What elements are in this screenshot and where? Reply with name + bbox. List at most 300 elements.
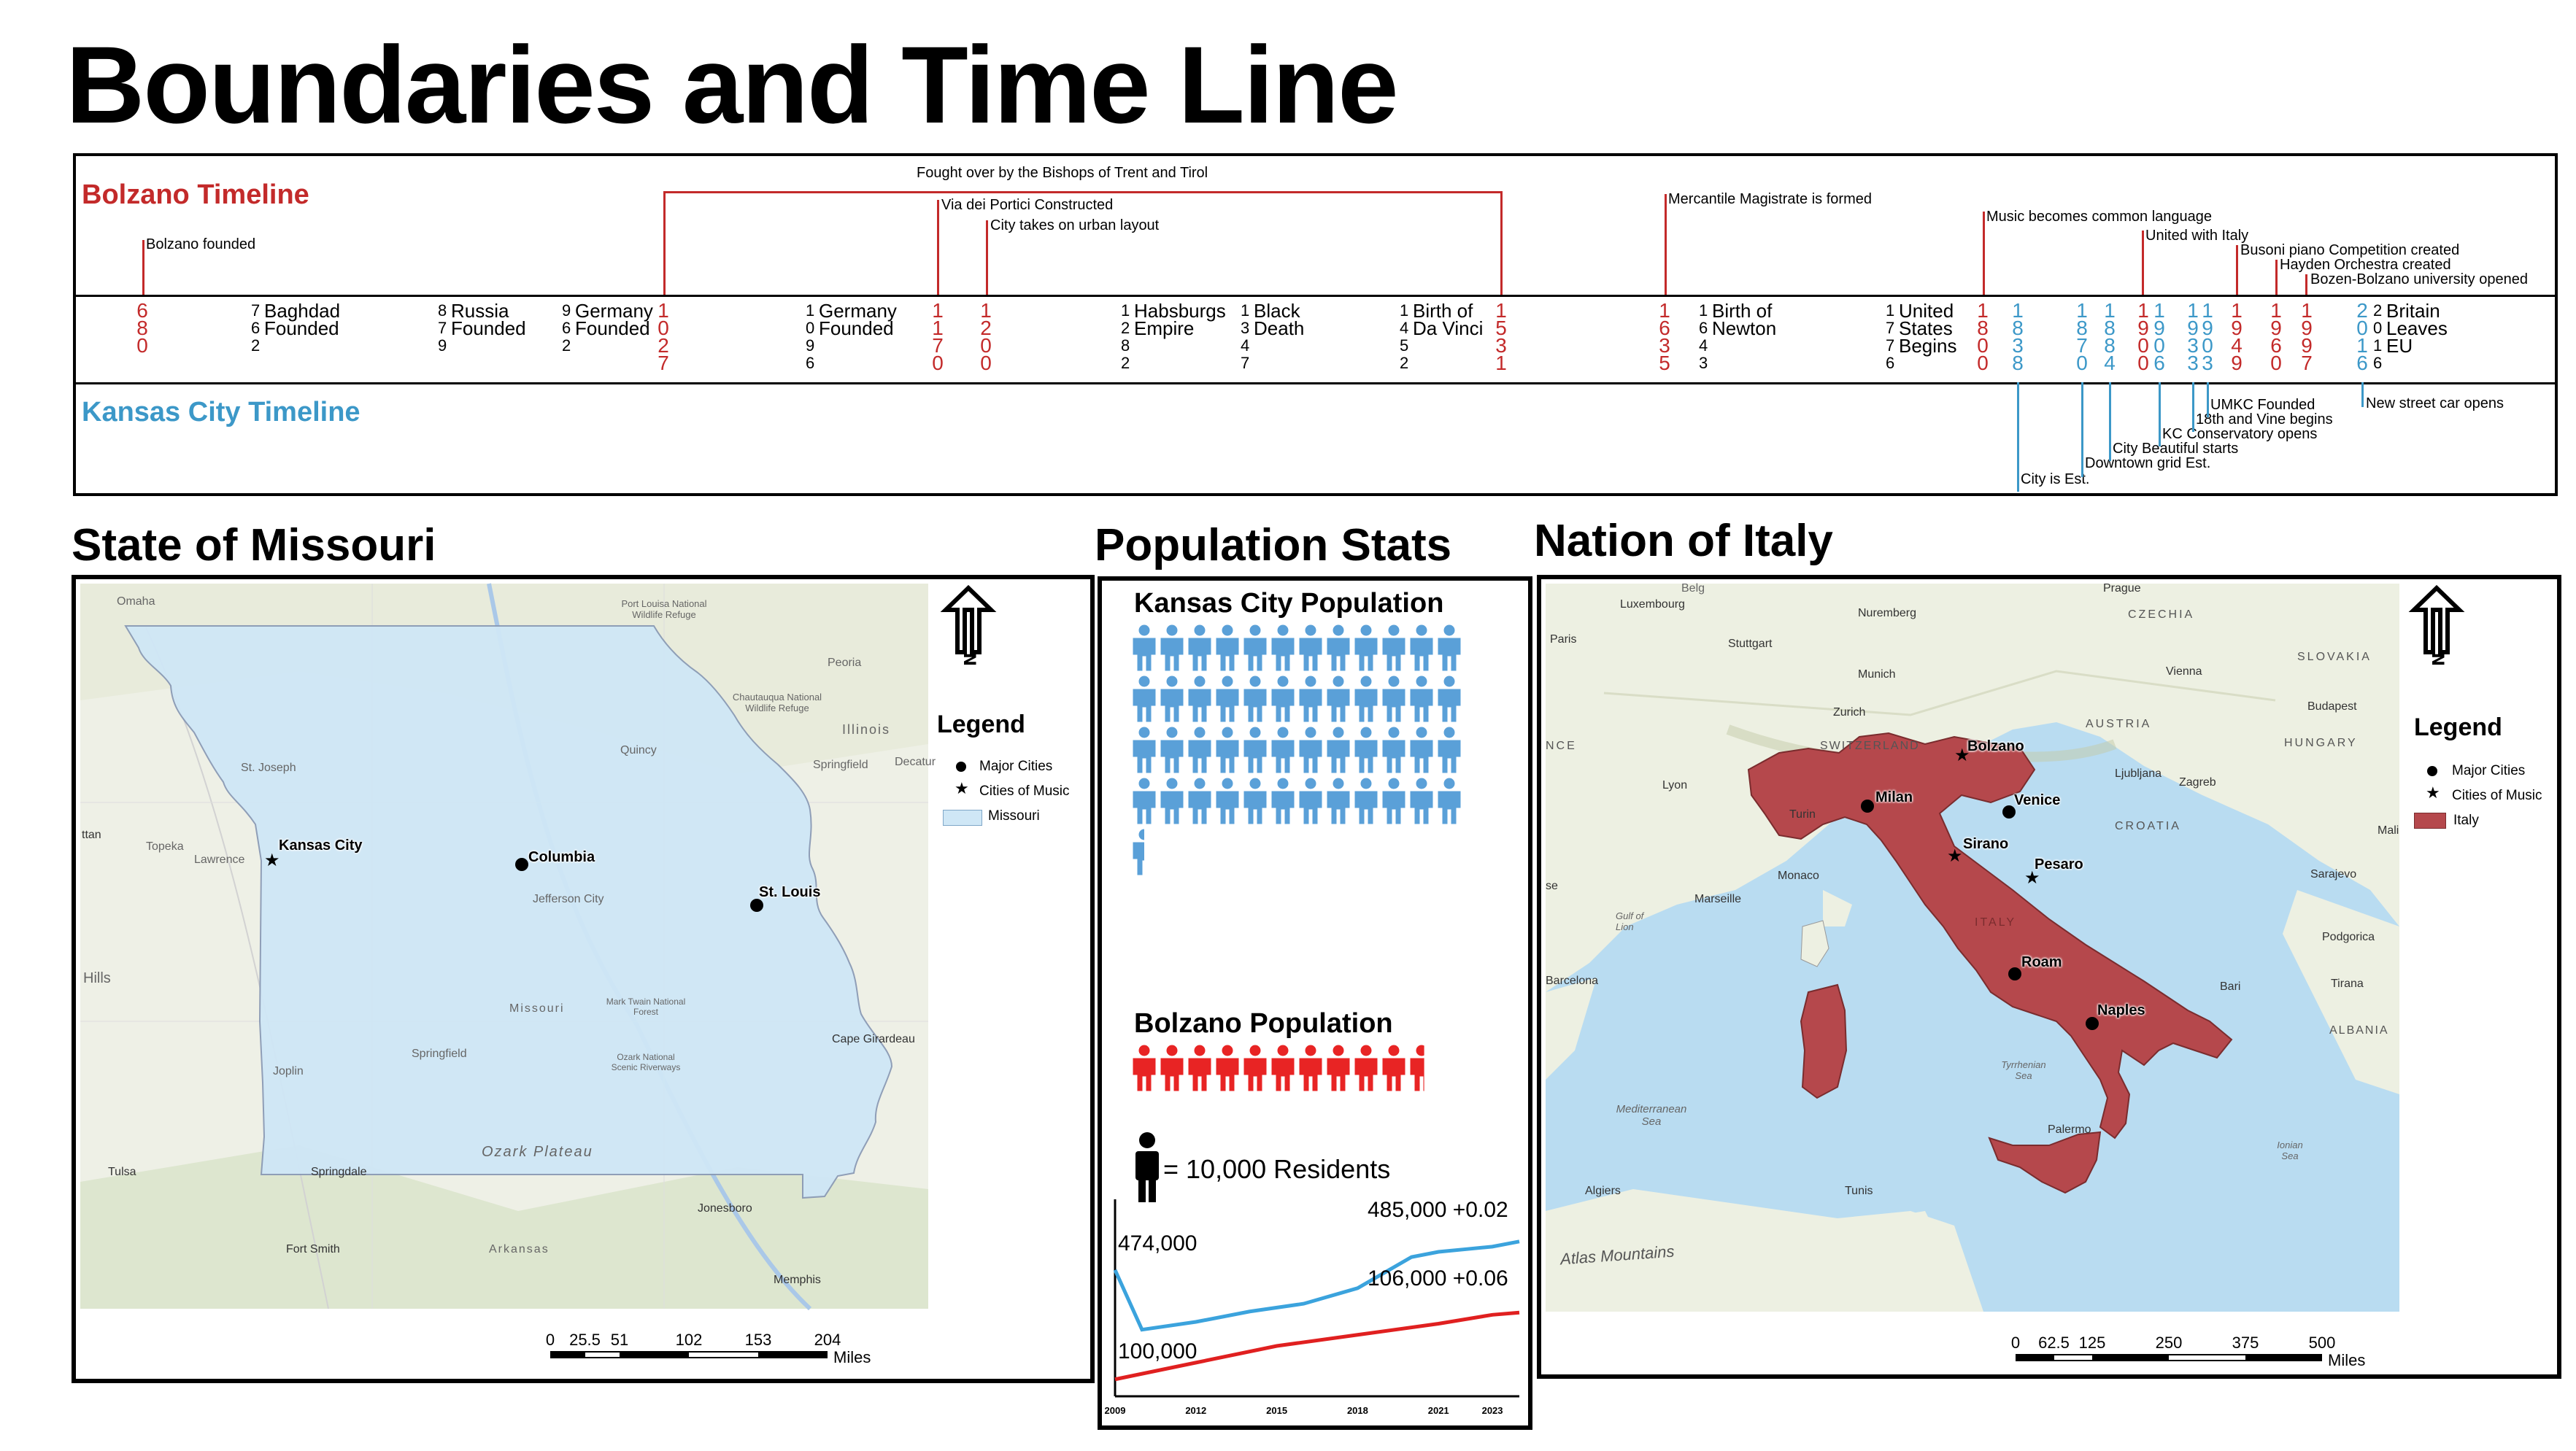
world-event-year: 1 7 7 6	[1886, 301, 1895, 372]
scale-bar-segment	[620, 1351, 689, 1358]
bolzano-event-tick	[2236, 245, 2238, 295]
bolzano-event-label: United with Italy	[2145, 228, 2249, 244]
person-icon	[1131, 727, 1157, 773]
world-event	[1241, 302, 1304, 372]
person-icon	[1131, 624, 1157, 671]
bolzano-year: 1 9 9 7	[2301, 299, 2313, 374]
map-label: Springfield	[412, 1048, 467, 1060]
map-label: Ozark National Scenic Riverways	[611, 1052, 681, 1072]
person-icon	[1159, 778, 1185, 824]
italy-map-frame	[1537, 575, 2561, 1379]
person-icon	[1325, 778, 1351, 824]
city-label-roam[interactable]: Roam	[2021, 954, 2062, 970]
person-key-icon	[1133, 1132, 1162, 1202]
world-event-text: Birth of Da Vinci	[1413, 300, 1484, 339]
timeline-axis-bottom	[76, 382, 2555, 384]
person-icon	[1187, 624, 1213, 671]
person-icon	[1242, 1045, 1268, 1091]
legend-major-cities: Major Cities	[979, 759, 1053, 774]
svg-text:N: N	[2428, 652, 2446, 667]
bolzano-event-label: Bolzano founded	[146, 236, 256, 252]
city-label-milan[interactable]: Milan	[1875, 789, 1913, 805]
map-label: Zurich	[1833, 706, 1866, 719]
kc-timeline-heading: Kansas City Timeline	[82, 397, 360, 427]
kc-year: 1 8 7 0	[2076, 299, 2088, 374]
map-label: Paris	[1550, 633, 1577, 646]
kc-event-label: City is Est.	[2021, 471, 2090, 487]
bolzano-year: 1 6 3 5	[1659, 299, 1670, 374]
map-label: Palermo	[2048, 1123, 2091, 1136]
map-label: Lyon	[1662, 779, 1688, 792]
north-arrow-icon	[2411, 585, 2462, 665]
population-heading: Population Stats	[1095, 520, 1452, 570]
person-icon	[1325, 1045, 1351, 1091]
scale-bar	[2010, 1334, 2373, 1369]
bolzano-start-label: 100,000	[1118, 1339, 1198, 1363]
bolzano-event-tick	[2142, 231, 2144, 295]
map-label: Atlas Mountains	[1559, 1242, 1675, 1269]
scale-bar-segment	[550, 1351, 585, 1358]
world-event	[438, 302, 526, 355]
sardinia-shape	[1801, 985, 1846, 1098]
kc-event-tick	[2017, 382, 2019, 492]
map-label: Gulf of Lion	[1616, 910, 1644, 932]
legend-major-cities: Major Cities	[2452, 763, 2526, 778]
person-icon	[1325, 624, 1351, 671]
scale-bar-segment	[2092, 1354, 2169, 1361]
map-label: Ljubljana	[2115, 767, 2162, 780]
person-icon	[1270, 1045, 1296, 1091]
person-icon	[1131, 1045, 1157, 1091]
world-event-year: 1 0 9 6	[806, 301, 815, 372]
map-label: Belg	[1681, 582, 1705, 595]
map-label: Nuremberg	[1858, 607, 1917, 619]
world-event-text: Black Death	[1254, 300, 1305, 339]
world-event	[1886, 302, 1957, 372]
scale-tick-label: 0	[545, 1331, 555, 1349]
legend-star-icon: ★	[955, 779, 969, 797]
map-label: SWITZERLAND	[1820, 740, 1920, 752]
map-label: Lawrence	[194, 854, 245, 866]
world-event	[1400, 302, 1483, 372]
world-event-text: Germany Founded	[575, 300, 653, 339]
person-icon	[1381, 624, 1407, 671]
kc-event-tick	[2207, 382, 2209, 417]
map-label: Tunis	[1845, 1185, 1873, 1197]
kc-event-label: City Beautiful starts	[2113, 441, 2239, 457]
bolzano-event-tick	[2275, 260, 2278, 295]
world-event	[1699, 302, 1776, 372]
kc-event-label: 18th and Vine begins	[2196, 411, 2333, 427]
map-label: Omaha	[117, 595, 155, 608]
map-label: Barcelona	[1546, 975, 1599, 987]
bolzano-year: 1 0 2 7	[658, 299, 669, 374]
scale-tick-label: 25.5	[569, 1331, 601, 1349]
person-icon	[1325, 727, 1351, 773]
map-label: Tyrrhenian Sea	[2001, 1059, 2046, 1081]
x-tick-label: 2015	[1266, 1405, 1288, 1416]
timeline-axis-top	[76, 295, 2555, 297]
map-label: Decatur	[895, 756, 936, 768]
person-icon	[1270, 778, 1296, 824]
bolzano-population-icons	[1131, 1045, 1525, 1103]
scale-tick-label: 0	[2010, 1334, 2021, 1352]
scale-tick-label: 62.5	[2038, 1334, 2070, 1352]
person-icon	[1159, 727, 1185, 773]
legend-music-cities: Cities of Music	[979, 783, 1070, 799]
map-label: Stuttgart	[1728, 638, 1773, 650]
page-title: Boundaries and Time Line	[66, 23, 1397, 146]
music-city-star-icon[interactable]: ★	[1947, 846, 1963, 866]
bolzano-event-tick	[2305, 274, 2307, 295]
person-icon	[1408, 624, 1435, 671]
person-icon	[1214, 676, 1241, 722]
timeline-panel	[73, 153, 2558, 496]
music-city-star-icon[interactable]: ★	[1954, 746, 1970, 765]
map-label: Munich	[1858, 668, 1896, 681]
city-label-sirano[interactable]: Sirano	[1963, 836, 2009, 852]
map-label: ITALY	[1975, 916, 2017, 929]
person-icon	[1297, 624, 1324, 671]
person-icon	[1242, 624, 1268, 671]
map-label: Tulsa	[108, 1166, 136, 1178]
city-label-pesaro[interactable]: Pesaro	[2035, 856, 2083, 872]
bolzano-year: 1 9 6 0	[2270, 299, 2282, 374]
scale-bar-segment	[2245, 1354, 2322, 1361]
legend-dot-icon	[956, 762, 966, 772]
person-icon	[1381, 727, 1407, 773]
map-label: Ionian Sea	[2277, 1139, 2303, 1161]
bolzano-year: 6 8 0	[136, 299, 148, 357]
legend-area-label: Italy	[2453, 813, 2479, 828]
map-label: Fort Smith	[286, 1243, 340, 1255]
x-tick-label: 2021	[1427, 1405, 1449, 1416]
bolzano-event-label: Fought over by the Bishops of Trent and Tirol	[917, 165, 1208, 181]
map-label: Podgorica	[2322, 931, 2375, 943]
scale-tick-label: 375	[2232, 1334, 2259, 1352]
kc-event-label: New street car opens	[2366, 395, 2504, 411]
world-event	[2373, 302, 2448, 372]
music-city-star-icon[interactable]: ★	[264, 851, 280, 870]
missouri-heading: State of Missouri	[72, 520, 436, 570]
bolzano-event-tick	[986, 220, 988, 295]
person-icon	[1187, 778, 1213, 824]
legend-music-cities: Cities of Music	[2452, 788, 2542, 803]
person-icon	[1131, 676, 1157, 722]
kc-year: 1 8 3 8	[2012, 299, 2024, 374]
world-event-year: 1 3 4 7	[1241, 301, 1250, 372]
person-icon	[1381, 676, 1407, 722]
scale-tick-label: 51	[610, 1331, 629, 1349]
map-label: Turin	[1789, 808, 1816, 821]
bolzano-end-label: 106,000 +0.06	[1368, 1266, 1508, 1291]
italy-basemap	[1546, 584, 2399, 1312]
north-arrow-icon	[943, 585, 994, 665]
x-tick-label: 2018	[1346, 1405, 1368, 1416]
map-label: Springfield	[813, 759, 868, 771]
legend-area-label: Missouri	[988, 808, 1040, 824]
map-label: Peoria	[828, 657, 862, 669]
bolzano-event-label: Bozen-Bolzano university opened	[2310, 271, 2528, 287]
scale-bar-segment	[758, 1351, 828, 1358]
person-icon	[1187, 727, 1213, 773]
bolzano-year: 1 5 3 1	[1495, 299, 1507, 374]
music-city-star-icon[interactable]: ★	[2024, 868, 2040, 888]
map-label: HUNGARY	[2284, 737, 2358, 749]
map-label: Mark Twain National Forest	[606, 997, 686, 1017]
person-icon	[1408, 778, 1435, 824]
kc-event-label: UMKC Founded	[2210, 397, 2315, 413]
world-event-text: Britain Leaves EU	[2386, 300, 2448, 357]
legend-title: Legend	[2414, 713, 2502, 741]
bolzano-event-tick	[1665, 194, 1667, 295]
person-icon	[1381, 778, 1407, 824]
population-panel	[1098, 576, 1532, 1430]
person-icon	[1353, 1045, 1379, 1091]
legend-dot-icon	[2427, 766, 2437, 776]
legend-star-icon: ★	[2426, 783, 2440, 802]
person-icon	[1242, 778, 1268, 824]
map-label: Memphis	[774, 1274, 821, 1286]
city-label-columbia[interactable]: Columbia	[528, 849, 595, 865]
person-icon	[1297, 676, 1324, 722]
kc-event-label: Downtown grid Est.	[2085, 455, 2211, 471]
bolzano-event-label: Via dei Portici Constructed	[941, 197, 1114, 213]
person-icon	[1408, 1045, 1435, 1091]
map-label: Marseille	[1694, 893, 1742, 905]
scale-bar-segment	[2016, 1354, 2054, 1361]
map-label: Bari	[2220, 980, 2241, 993]
person-icon	[1353, 624, 1379, 671]
map-label: Luxembourg	[1620, 598, 1685, 611]
x-tick-label: 2009	[1104, 1405, 1126, 1416]
kc-year: 1 9 0 3	[2202, 299, 2213, 374]
kc-event-tick	[2361, 382, 2364, 407]
kc-event-tick	[2109, 382, 2111, 461]
person-icon	[1436, 727, 1462, 773]
person-icon	[1408, 676, 1435, 722]
person-icon	[1353, 778, 1379, 824]
world-event	[562, 302, 653, 355]
map-label: Mediterranean Sea	[1616, 1103, 1687, 1128]
map-label: CROATIA	[2115, 820, 2181, 832]
world-event-year: 1 4 5 2	[1400, 301, 1409, 372]
map-label: Mali	[2378, 824, 2399, 837]
bolzano-event-label: City takes on urban layout	[990, 217, 1160, 233]
world-event-year: 8 7 9	[438, 301, 447, 355]
bolzano-event-label: Hayden Orchestra created	[2280, 257, 2451, 273]
city-label-naples[interactable]: Naples	[2097, 1002, 2145, 1018]
map-label: Chautauqua National Wildlife Refuge	[732, 692, 822, 713]
person-icon	[1270, 676, 1296, 722]
bolzano-year: 1 8 0 0	[1977, 299, 1989, 374]
world-event-year: 1 6 4 3	[1699, 301, 1708, 372]
person-icon	[1325, 676, 1351, 722]
map-label: Algiers	[1585, 1185, 1621, 1197]
map-label: Arkansas	[489, 1243, 549, 1255]
scale-unit-label: Miles	[2328, 1351, 2366, 1369]
scale-tick-label: 153	[744, 1331, 772, 1349]
x-tick-label: 2012	[1185, 1405, 1207, 1416]
world-event-year: 2 0 1 6	[2373, 301, 2383, 372]
bolzano-year: 1 2 0 0	[980, 299, 992, 374]
kc-end-label: 485,000 +0.02	[1368, 1198, 1508, 1222]
map-label: Missouri	[509, 1002, 565, 1015]
person-icon	[1297, 727, 1324, 773]
bolzano-event-tick	[142, 240, 144, 295]
city-label-st-louis[interactable]: St. Louis	[759, 884, 821, 900]
map-label: Ozark Plateau	[482, 1144, 593, 1160]
scale-tick-label: 250	[2155, 1334, 2183, 1352]
person-icon	[1297, 1045, 1324, 1091]
world-event	[251, 302, 340, 355]
italy-heading: Nation of Italy	[1534, 516, 1833, 566]
bolzano-event-tick	[1500, 191, 1503, 295]
person-icon	[1353, 727, 1379, 773]
major-city-dot-icon[interactable]	[2008, 967, 2021, 980]
map-label: St. Joseph	[241, 762, 296, 774]
major-city-dot-icon[interactable]	[1861, 800, 1874, 813]
bolzano-year: 1 1 7 0	[932, 299, 944, 374]
person-icon	[1187, 1045, 1213, 1091]
person-icon	[1242, 676, 1268, 722]
scale-tick-label: 125	[2078, 1334, 2106, 1352]
italy-map[interactable]	[1546, 584, 2399, 1312]
person-icon	[1436, 676, 1462, 722]
map-label: Sarajevo	[2310, 868, 2357, 881]
legend-area-swatch	[2414, 813, 2446, 829]
bolzano-event-label: Music becomes common language	[1986, 209, 2213, 225]
map-label: SLOVAKIA	[2297, 651, 2372, 663]
kc-event-tick	[2192, 382, 2194, 432]
bolzano-event-tick	[937, 200, 939, 295]
person-icon	[1131, 829, 1157, 875]
world-event-year: 9 6 2	[562, 301, 571, 355]
kc-event-tick	[2159, 382, 2161, 446]
bolzano-event-tick	[1983, 212, 1985, 295]
person-icon	[1242, 727, 1268, 773]
person-icon	[1297, 778, 1324, 824]
world-event-text: Habsburgs Empire	[1134, 300, 1226, 339]
world-event-text: Birth of Newton	[1712, 300, 1777, 339]
x-tick-label: 2023	[1481, 1405, 1503, 1416]
person-icon	[1214, 624, 1241, 671]
person-icon	[1436, 624, 1462, 671]
kc-year: 1 9 0 6	[2153, 299, 2165, 374]
scale-bar	[545, 1331, 879, 1366]
map-label: Joplin	[273, 1065, 304, 1077]
person-icon	[1159, 1045, 1185, 1091]
missouri-map[interactable]	[80, 584, 936, 1309]
kc-year: 1 9 3 3	[2187, 299, 2199, 374]
bolzano-event-label: Busoni piano Competition created	[2240, 242, 2460, 258]
map-label: Tirana	[2331, 978, 2364, 990]
map-label: ALBANIA	[2329, 1024, 2389, 1037]
scale-tick-label: 500	[2308, 1334, 2336, 1352]
map-label: Illinois	[842, 722, 891, 737]
bolzano-span-bracket	[663, 191, 1503, 193]
kc-population-heading: Kansas City Population	[1134, 588, 1444, 619]
legend-area-swatch	[943, 810, 982, 826]
world-event-text: Baghdad Founded	[264, 300, 341, 339]
map-label: NCE	[1546, 740, 1577, 752]
bolzano-event-tick	[663, 191, 666, 295]
map-label: Jefferson City	[533, 893, 604, 905]
person-icon	[1270, 624, 1296, 671]
map-label: se	[1546, 880, 1558, 892]
bolzano-timeline-heading: Bolzano Timeline	[82, 179, 309, 210]
person-icon	[1214, 727, 1241, 773]
map-label: Springdale	[311, 1166, 367, 1178]
world-event-text: United States Begins	[1899, 300, 1957, 357]
map-label: ttan	[82, 829, 101, 841]
person-icon	[1214, 1045, 1241, 1091]
person-icon	[1270, 727, 1296, 773]
world-event	[1121, 302, 1226, 372]
kc-start-label: 474,000	[1118, 1231, 1198, 1255]
map-label: Cape Girardeau	[832, 1033, 915, 1045]
bolzano-population-heading: Bolzano Population	[1134, 1008, 1393, 1039]
map-label: Port Louisa National Wildlife Refuge	[621, 598, 707, 620]
bolzano-year: 1 9 0 0	[2137, 299, 2149, 374]
world-event-text: Germany Founded	[819, 300, 897, 339]
person-icon	[1436, 778, 1462, 824]
scale-tick-label: 102	[675, 1331, 703, 1349]
person-icon	[1159, 676, 1185, 722]
bolzano-event-label: Mercantile Magistrate is formed	[1668, 191, 1872, 207]
map-label: Prague	[2103, 582, 2141, 595]
person-icon	[1214, 778, 1241, 824]
map-label: Topeka	[146, 840, 184, 853]
scale-unit-label: Miles	[833, 1348, 871, 1366]
map-label: Budapest	[2307, 700, 2357, 713]
map-label: Vienna	[2166, 665, 2202, 678]
world-event-year: 7 6 2	[251, 301, 261, 355]
map-label: CZECHIA	[2128, 608, 2195, 621]
kc-event-label: KC Conservatory opens	[2162, 426, 2318, 442]
world-event-year: 1 2 8 2	[1121, 301, 1130, 372]
world-event-text: Russia Founded	[451, 300, 526, 339]
city-label-bolzano[interactable]: Bolzano	[1967, 738, 2024, 754]
person-icon	[1159, 624, 1185, 671]
kc-year: 1 8 8 4	[2104, 299, 2116, 374]
map-label: Jonesboro	[698, 1202, 752, 1215]
map-label: Zagreb	[2179, 776, 2216, 789]
kc-population-icons	[1131, 624, 1525, 1004]
map-label: Monaco	[1778, 870, 1819, 882]
map-label: Hills	[83, 970, 111, 986]
map-label: AUSTRIA	[2086, 718, 2152, 730]
bolzano-year: 1 9 4 9	[2231, 299, 2243, 374]
person-icon	[1131, 778, 1157, 824]
map-label: Quincy	[620, 744, 657, 757]
person-icon	[1187, 676, 1213, 722]
person-icon	[1408, 727, 1435, 773]
person-icon	[1353, 676, 1379, 722]
major-city-dot-icon[interactable]	[515, 858, 528, 871]
missouri-map-frame	[72, 575, 1095, 1383]
population-key-text: = 10,000 Residents	[1163, 1154, 1391, 1184]
scale-tick-label: 204	[814, 1331, 841, 1349]
city-label-kansas-city[interactable]: Kansas City	[279, 837, 363, 854]
city-label-venice[interactable]: Venice	[2014, 792, 2061, 808]
kc-event-tick	[2081, 382, 2083, 477]
person-icon	[1381, 1045, 1407, 1091]
kc-year: 2 0 1 6	[2356, 299, 2368, 374]
world-event	[806, 302, 897, 372]
svg-text:N: N	[960, 652, 978, 667]
legend-title: Legend	[937, 711, 1025, 738]
